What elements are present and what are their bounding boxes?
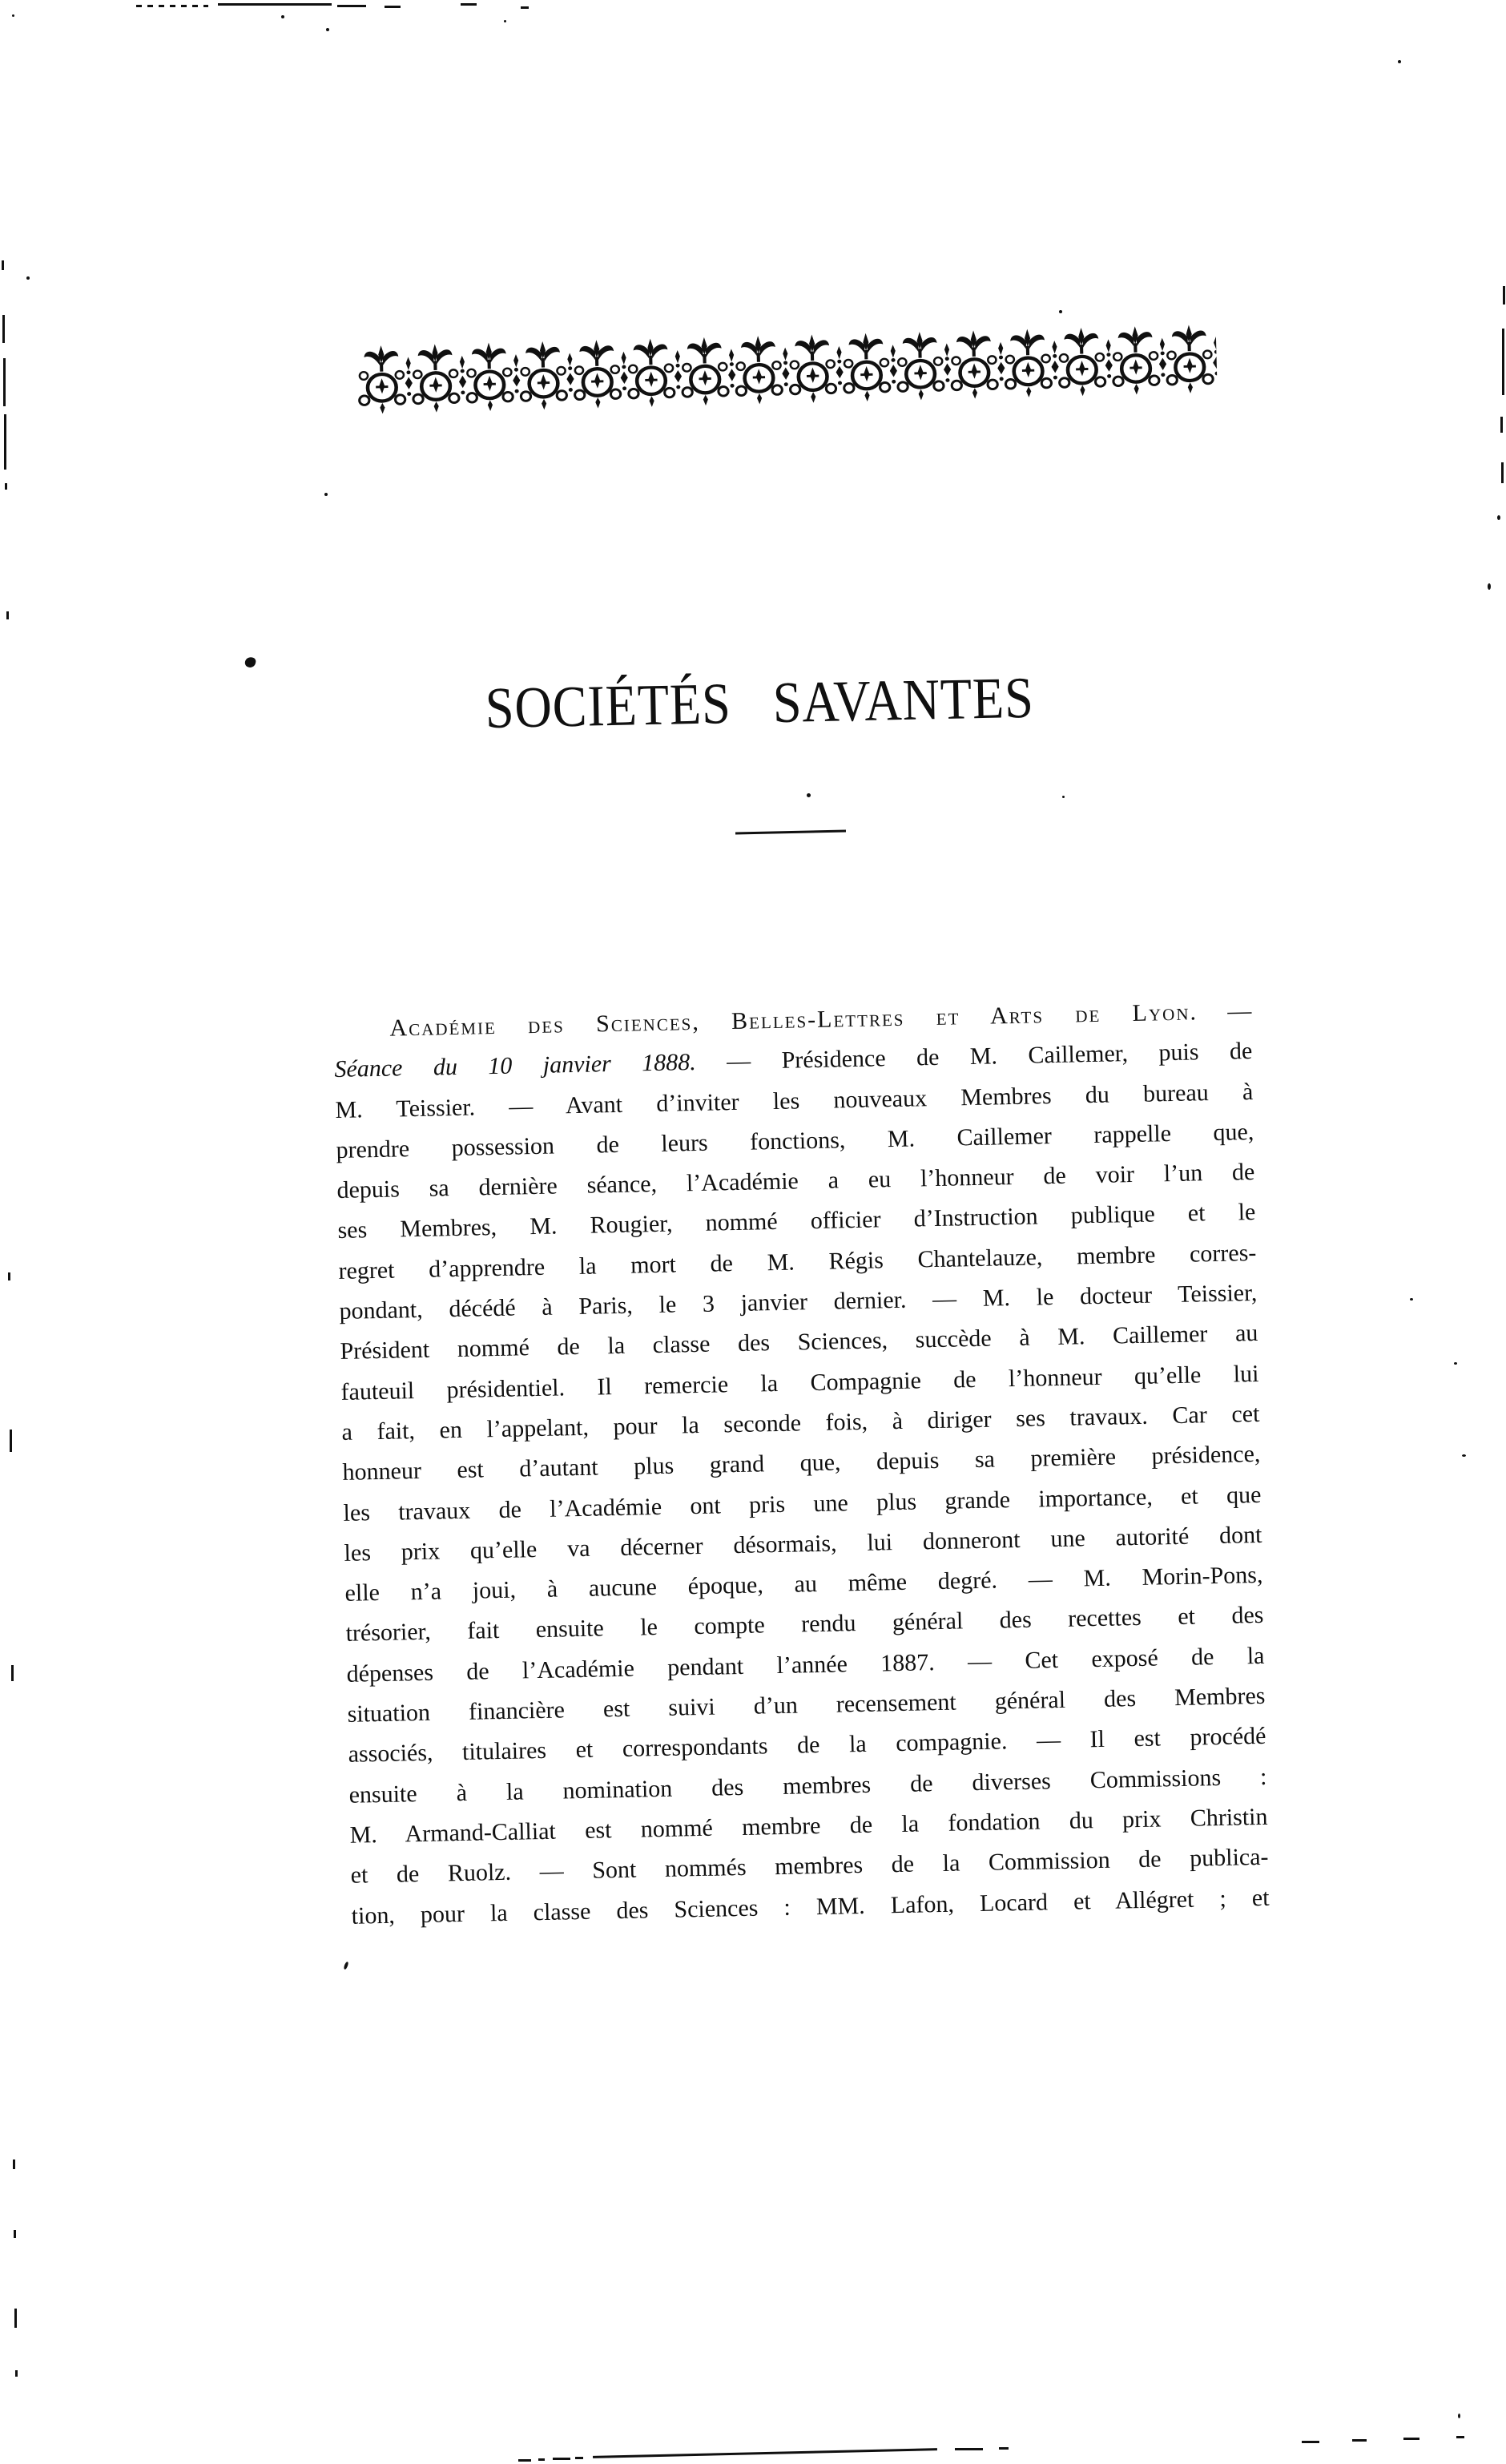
scan-artifact — [14, 2230, 16, 2238]
scan-artifact — [15, 2370, 18, 2377]
text-segment: Président nommé de la classe des Sciences, succède à M. Caillemer au — [340, 1320, 1258, 1365]
text-segment: Académie des Sciences, Belles-Lettres et Arts de Lyon. — [389, 998, 1198, 1042]
scan-artifact — [518, 2459, 531, 2462]
text-segment: a fait, en l’appelant, pour la seconde fois, à diriger ses travaux. Car cet — [341, 1400, 1260, 1446]
scan-artifact — [218, 3, 332, 6]
scan-artifact — [1458, 2414, 1460, 2418]
scan-artifact — [2, 315, 5, 343]
scan-artifact — [553, 2458, 570, 2460]
scan-artifact — [14, 2309, 17, 2328]
ink-dot-artifact — [807, 793, 811, 797]
text-segment: associés, titulaires et correspondants de la compagnie. — Il est procédé — [348, 1723, 1266, 1768]
scan-artifact — [1062, 796, 1065, 798]
scan-artifact — [1500, 417, 1503, 433]
text-segment: — Présidence de M. Caillemer, puis de — [695, 1038, 1253, 1076]
scan-artifact — [344, 1962, 349, 1970]
text-segment: honneur est d’autant plus grand que, depuis sa première présidence, — [342, 1441, 1261, 1486]
scan-artifact — [1501, 462, 1504, 483]
text-segment: depuis sa dernière séance, l’Académie a eu l’honneur de voir l’un de — [336, 1159, 1255, 1204]
scan-artifact — [10, 1430, 12, 1452]
page-title: SOCIÉTÉS SAVANTES — [485, 664, 1035, 740]
text-segment: les prix qu’elle va décerner désormais, lui donneront une autorité dont — [344, 1521, 1262, 1567]
scan-artifact — [538, 2458, 545, 2461]
scan-artifact — [1059, 310, 1062, 313]
scan-artifact — [504, 20, 506, 22]
scan-artifact — [1503, 286, 1505, 304]
scan-artifact — [1410, 1298, 1413, 1301]
scan-artifact — [1462, 1454, 1466, 1457]
scan-artifact — [13, 2160, 15, 2169]
scan-artifact — [326, 28, 329, 31]
scan-artifact — [1352, 2439, 1367, 2442]
scan-artifact — [1454, 1362, 1457, 1365]
text-segment: fauteuil présidentiel. Il remercie la Compagnie de l’honneur qu’elle lui — [340, 1360, 1259, 1405]
scan-artifact — [385, 6, 401, 8]
scan-artifact — [999, 2447, 1009, 2450]
scan-artifact — [5, 483, 7, 490]
scan-artifact — [8, 1272, 10, 1280]
text-segment: elle n’a joui, à aucune époque, au même degré. — M. Morin-Pons, — [344, 1562, 1263, 1607]
text-segment: M. Teissier. — Avant d’inviter les nouveaux Membres du bureau à — [335, 1078, 1254, 1123]
scan-artifact — [521, 6, 529, 9]
scan-artifact — [593, 2448, 937, 2458]
scan-artifact — [2, 260, 4, 270]
text-segment: trésorier, fait ensuite le compte rendu général des recettes et des — [345, 1602, 1264, 1647]
text-segment: regret d’apprendre la mort de M. Régis Chantelauze, membre corres- — [338, 1239, 1257, 1284]
text-segment: et de Ruolz. — Sont nommés membres de la Commission de publica- — [350, 1844, 1269, 1889]
ink-blob-artifact — [244, 655, 256, 668]
text-segment: prendre possession de leurs fonctions, M. Caillemer rappelle que, — [336, 1118, 1254, 1163]
title-divider-rule — [735, 830, 846, 835]
scan-artifact — [1488, 583, 1491, 590]
scan-artifact — [3, 358, 6, 406]
scan-artifact — [281, 15, 284, 18]
scan-artifact — [6, 611, 9, 619]
scan-artifact — [4, 414, 6, 470]
scan-artifact — [26, 276, 30, 280]
text-segment: ses Membres, M. Rougier, nommé officier d’Instruction publique et le — [337, 1199, 1256, 1244]
text-segment: ensuite à la nomination des membres de diverses Commissions : — [348, 1763, 1267, 1809]
text-segment: — — [1197, 997, 1252, 1026]
scan-artifact — [461, 3, 477, 6]
scan-artifact — [1502, 329, 1504, 395]
scan-artifact — [575, 2457, 583, 2459]
scan-artifact — [1456, 2436, 1464, 2438]
text-segment: pondant, décédé à Paris, le 3 janvier dernier. — M. le docteur Teissier, — [339, 1280, 1258, 1325]
scan-artifact — [324, 493, 328, 496]
scan-artifact — [1403, 2438, 1419, 2440]
text-segment: dépenses de l’Académie pendant l’année 1887. — Cet exposé de la — [346, 1642, 1265, 1688]
scan-artifact — [12, 14, 14, 17]
scan-artifact — [1497, 515, 1500, 520]
text-segment: M. Armand-Calliat est nommé membre de la fondation du prix Christin — [349, 1803, 1268, 1849]
scan-artifact — [955, 2448, 983, 2450]
text-segment: Séance du 10 janvier 1888. — [334, 1049, 697, 1083]
text-segment: situation financière est suivi d’un recensement général des Membres — [347, 1682, 1266, 1728]
text-segment: les travaux de l’Académie ont pris une plus grande importance, et que — [343, 1481, 1262, 1526]
scan-artifact — [1302, 2441, 1319, 2443]
text-segment: tion, pour la classe des Sciences : MM. Lafon, Locard et Allégret ; et — [351, 1884, 1270, 1930]
scan-artifact — [337, 5, 366, 7]
scan-artifact — [11, 1665, 14, 1681]
text-block — [333, 991, 1270, 1937]
fleur-de-lis-border-icon — [354, 323, 1218, 418]
scan-artifact — [1398, 60, 1401, 63]
scan-artifact — [136, 5, 208, 7]
